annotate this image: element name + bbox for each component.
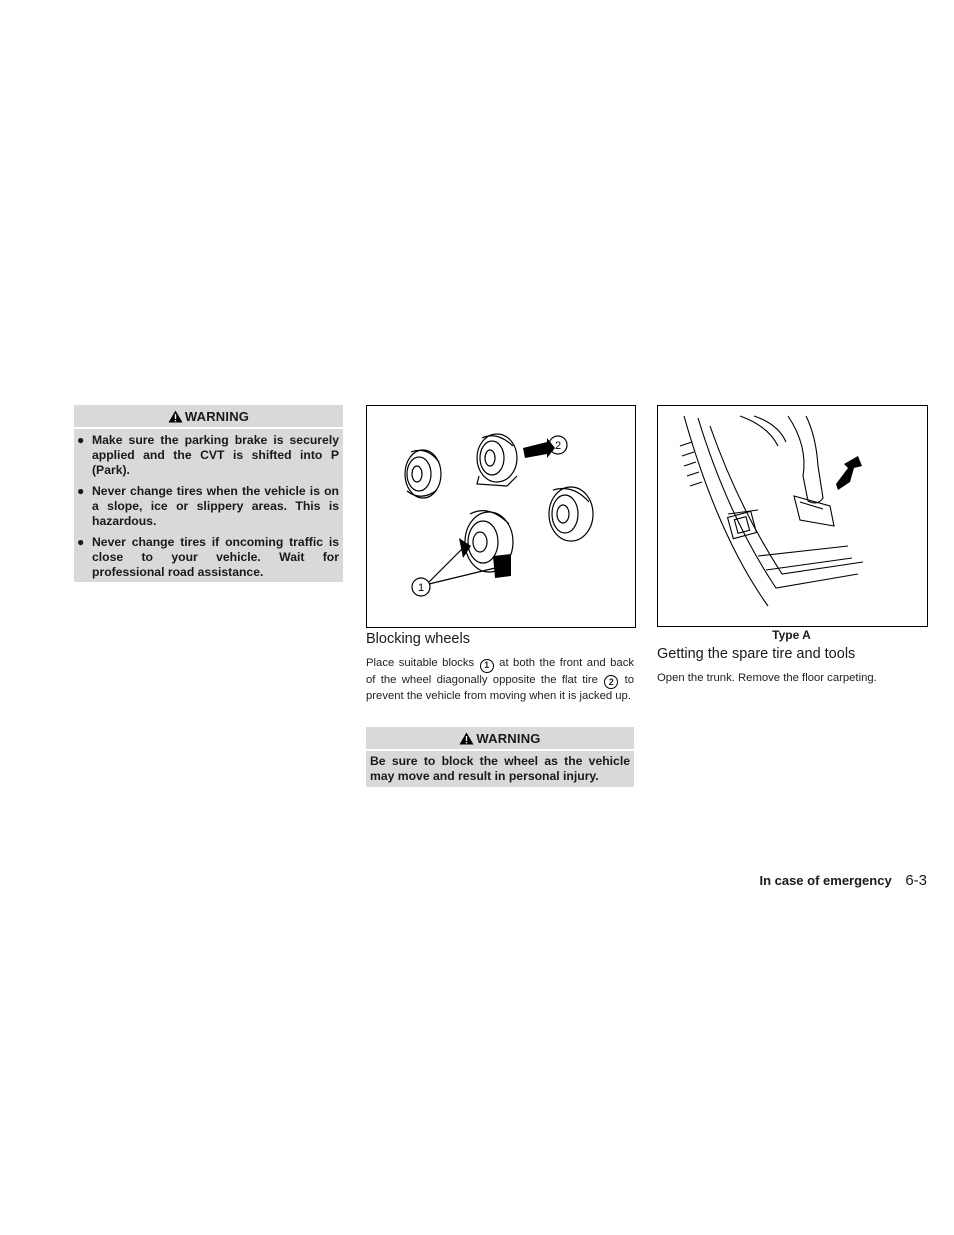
warning-triangle-icon	[459, 732, 474, 745]
warning-title: WARNING	[476, 730, 541, 746]
warning-text: Be sure to block the wheel as the vehicle may move and result in personal injury.	[370, 754, 630, 783]
reference-1-icon: 1	[480, 659, 494, 673]
reference-2-icon: 2	[604, 675, 618, 689]
spare-tire-heading: Getting the spare tire and tools	[657, 646, 856, 662]
warning-triangle-icon	[168, 410, 183, 423]
bullet-icon: ●	[77, 484, 85, 498]
warning-item: ● Never change tires when the vehicle is on a slope, ice or slippery areas. This is hazardous.	[77, 484, 339, 528]
warning-list	[74, 429, 343, 586]
warning-header	[74, 405, 343, 429]
figure-caption: Type A	[772, 628, 811, 642]
warning-item: ● Make sure the parking brake is securely applied and the CVT is shifted into P (Park).	[77, 433, 339, 477]
page-number: 6-3	[905, 872, 927, 889]
spare-tire-text: Open the trunk. Remove the floor carpeting.	[657, 672, 877, 684]
warning-header	[366, 727, 634, 751]
callout-1: 1	[417, 582, 425, 594]
footer-section: In case of emergency	[759, 873, 892, 888]
warning-item: ● Never change tires if oncoming traffic is close to your vehicle. Wait for professional road assistance.	[77, 535, 339, 579]
callout-2: 2	[554, 440, 562, 452]
bullet-icon: ●	[77, 433, 85, 447]
blocking-wheels-heading: Blocking wheels	[366, 631, 470, 647]
trunk-illustration	[657, 405, 928, 627]
blocking-wheels-text: Place suitable blocks 1 at both the front and back of the wheel diagonally opposite the flat tire 2 to prevent the vehicle from moving when it is jacked up.	[366, 657, 635, 702]
warning-box-parking	[74, 405, 343, 582]
page-footer	[759, 872, 927, 889]
trunk-floor-drawing	[658, 406, 927, 626]
tires-drawing	[367, 406, 635, 627]
warning-box-blocking	[366, 727, 634, 787]
warning-title: WARNING	[184, 408, 250, 424]
bullet-icon: ●	[77, 535, 85, 549]
blocking-wheels-illustration	[366, 405, 636, 628]
